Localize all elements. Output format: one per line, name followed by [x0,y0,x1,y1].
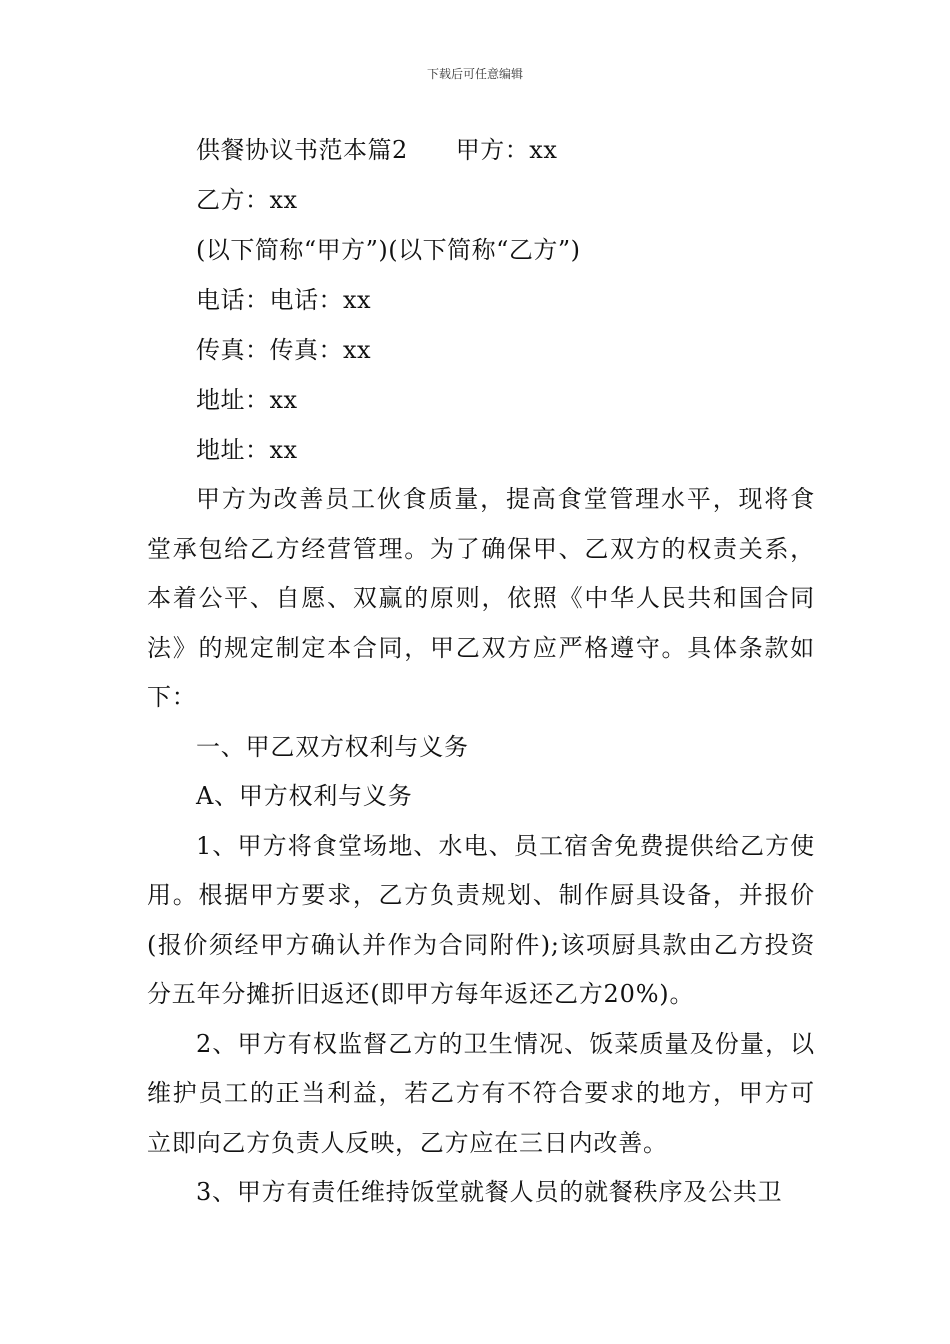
phone-line: 电话：电话：xx [196,286,372,314]
section-heading-1: 一、甲乙双方权利与义务 [196,732,469,761]
section-heading-a: A、甲方权利与义务 [196,782,413,810]
party-b-line: 乙方：xx [196,186,298,214]
title-line [147,125,815,175]
address-b-line: 地址：xx [196,436,298,464]
party-a-line: 甲方：xx [455,136,558,164]
address-a-line: 地址：xx [196,386,298,414]
clause-3-paragraph: 3、甲方有责任维持饭堂就餐人员的就餐秩序及公共卫 [196,1178,783,1206]
clause-2-paragraph: 2、甲方有权监督乙方的卫生情况、饭菜质量及份量，以维护员工的正当利益，若乙方有不符合要求的地方，甲方可立即向乙方负责人反映，乙方应在三日内改善。 [147,1029,815,1157]
page-header: 下载后可任意编辑 [426,67,523,81]
abbreviation-line: (以下简称“甲方”)(以下简称“乙方”) [196,236,581,264]
document-title: 供餐协议书范本篇2 [196,136,408,164]
document-body [147,125,815,1218]
intro-paragraph: 甲方为改善员工伙食质量，提高食堂管理水平，现将食堂承包给乙方经营管理。为了确保甲、乙双方的权责关系，本着公平、自愿、双赢的原则，依照《中华人民共和国合同法》的规定制定本合同，甲乙双方应严格遵守。具体条款如下： [147,485,815,711]
clause-1-paragraph: 1、甲方将食堂场地、水电、员工宿舍免费提供给乙方使用。根据甲方要求，乙方负责规划、制作厨具设备，并报价(报价须经甲方确认并作为合同附件);该项厨具款由乙方投资分五年分摊折旧返还(即甲方每年返还乙方20%)。 [147,831,815,1008]
fax-line: 传真：传真：xx [196,336,372,364]
